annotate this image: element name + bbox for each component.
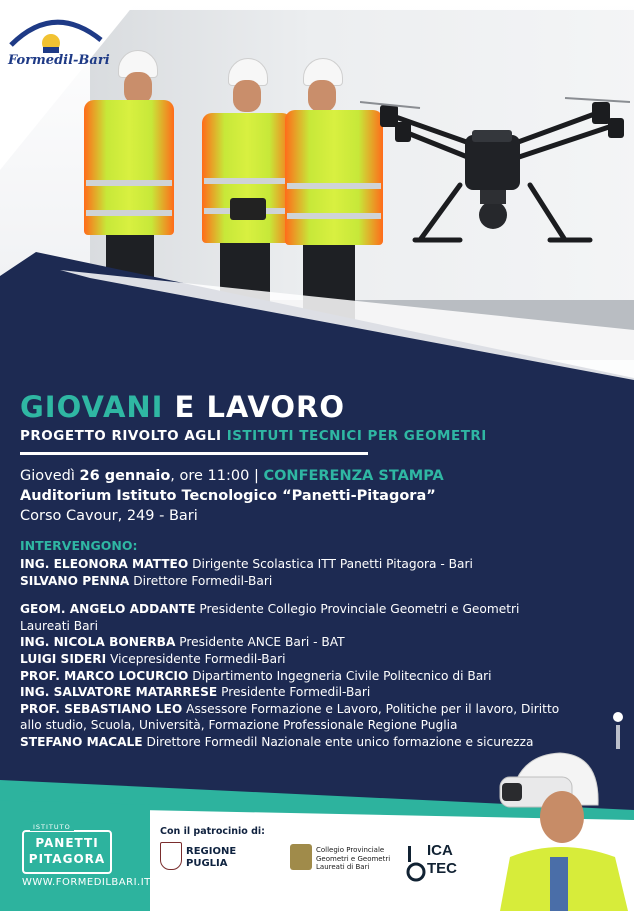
event-separator: | [249,468,264,484]
title-rest: E LAVORO [163,390,345,424]
subtitle [20,428,487,444]
logo-name: Formedil-Bari [8,53,110,68]
ica-text: ICA [427,842,453,859]
school-name-line1: PANETTI [35,836,99,850]
gear-icon [405,844,427,884]
speaker-entry [20,701,560,734]
speaker-entry [20,573,560,590]
vr-student-illustration [480,745,634,911]
speaker-role: Vicepresidente Formedil-Bari [106,651,286,666]
event-time: , ore 11:00 [170,468,250,484]
collegio-mark-icon [290,844,312,870]
speaker-entry [20,668,560,685]
speaker-role: Presidente Formedil-Bari [217,685,371,700]
panetti-pitagora-logo [22,823,112,874]
speakers-list [20,556,560,751]
collegio-logo [290,844,410,874]
speaker-role: Dirigente Scolastica ITT Panetti Pitagora - Bari [188,557,473,571]
speaker-entry [20,556,560,573]
regione-puglia-logo [160,840,280,882]
divider [20,452,368,455]
speaker-name: STEFANO MACALE [20,734,143,749]
speaker-name: ING. ELEONORA MATTEO [20,557,189,571]
formedil-logo-icon [6,10,116,80]
event-date: 26 gennaio [79,468,171,484]
subtitle-pre: PROGETTO RIVOLTO AGLI [20,428,227,444]
subtitle-accent: ISTITUTI TECNICI PER GEOMETRI [226,428,487,444]
event-datetime [20,466,444,486]
puglia-crest-icon [160,842,182,870]
tec-text: TEC [427,860,457,877]
speaker-entry [20,684,560,701]
website-link[interactable]: WWW.FORMEDILBARI.IT [22,877,151,888]
school-label: ISTITUTO [30,823,74,831]
speaker-entry [20,734,560,751]
event-venue: Auditorium Istituto Tecnologico “Panetti-Pitagora” [20,488,436,504]
speaker-name: LUIGI SIDERI [20,651,107,666]
speaker-role: Direttore Formedil-Bari [129,573,273,588]
speaker-name: ING. SALVATORE MATARRESE [20,685,218,700]
speaker-name: GEOM. ANGELO ADDANTE [20,602,196,617]
icatec-logo [405,840,455,888]
school-name-line2: PITAGORA [28,852,106,866]
speaker-name: ING. NICOLA BONERBA [20,635,176,650]
event-day: Giovedì [20,468,80,484]
speaker-name: SILVANO PENNA [20,573,130,588]
event-type: CONFERENZA STAMPA [263,468,444,484]
speaker-role: Dipartimento Ingegneria Civile Politecnico di Bari [188,668,492,683]
speaker-role: Assessore Formazione e Lavoro, Politiche per il lavoro, Diritto allo studio, Scuola, Università, Formazione Professionale Regione Puglia [20,701,560,733]
title-accent: GIOVANI [20,390,164,424]
speaker-name: PROF. MARCO LOCURCIO [20,668,189,683]
speaker-entry [20,651,560,668]
page-title [20,390,345,424]
speaker-role: Direttore Formedil Nazionale ente unico formazione e sicurezza [142,734,534,749]
speaker-entry [20,634,560,651]
event-address: Corso Cavour, 249 - Bari [20,508,198,524]
speaker-role: Presidente ANCE Bari - BAT [175,635,345,650]
speakers-heading: INTERVENGONO: [20,538,138,553]
speaker-entry [20,601,560,634]
speaker-role: Presidente Collegio Provinciale Geometri e Geometri Laureati Bari [20,602,520,633]
region-name: REGIONE PUGLIA [186,846,237,869]
collegio-name: Collegio Provinciale Geometri e Geometri Laureati di Bari [316,846,391,871]
speaker-name: PROF. SEBASTIANO LEO [20,701,183,716]
patronage-label: Con il patrocinio di: [160,826,265,837]
event-info [20,466,444,526]
side-logo-icon [611,710,625,750]
